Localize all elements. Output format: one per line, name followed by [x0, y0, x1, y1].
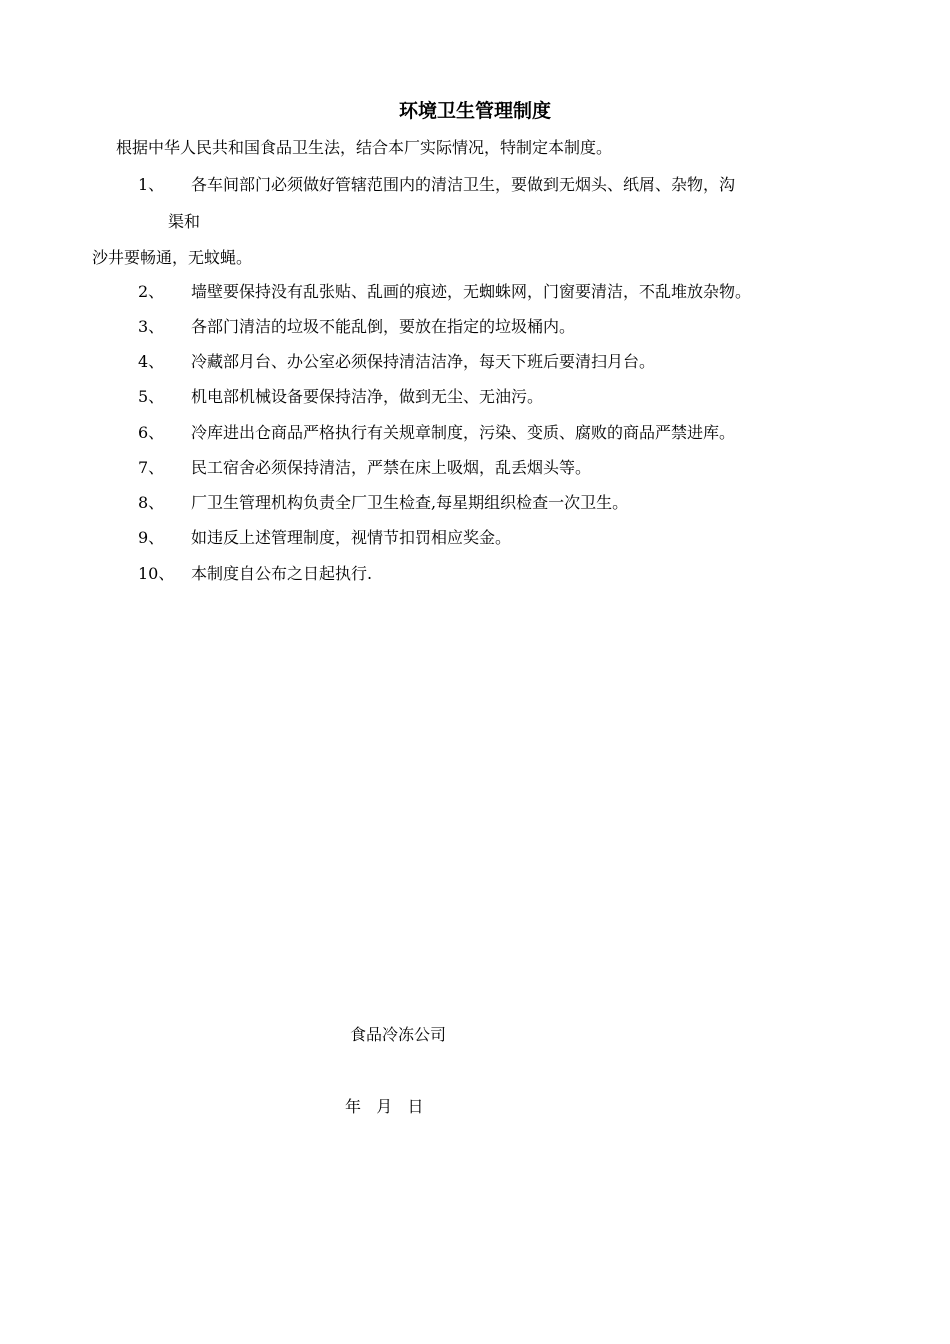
list-item-text-continuation: 沙井要畅通，无蚊蝇。 [92, 248, 253, 267]
list-item-number: 10、 [138, 564, 175, 583]
list-item-text: 墙壁要保持没有乱张贴、乱画的痕迹，无蜘蛛网，门窗要清洁，不乱堆放杂物。 [191, 282, 752, 301]
list-item-text: 冷藏部月台、办公室必须保持清洁洁净，每天下班后要清扫月台。 [191, 352, 656, 371]
list-item-number: 2、 [138, 282, 165, 301]
footer-company-name: 食品冷冻公司 [350, 1025, 447, 1044]
list-item-number: 4、 [138, 352, 165, 371]
list-item-text: 本制度自公布之日起执行. [191, 564, 373, 583]
list-item-text: 如违反上述管理制度，视情节扣罚相应奖金。 [191, 528, 512, 547]
list-item-text-continuation: 渠和 [168, 212, 201, 231]
list-item-number: 3、 [138, 317, 165, 336]
list-item-text: 厂卫生管理机构负责全厂卫生检查,每星期组织检查一次卫生。 [191, 493, 629, 512]
list-item-text: 冷库进出仓商品严格执行有关规章制度，污染、变质、腐败的商品严禁进库。 [191, 423, 736, 442]
document-title: 环境卫生管理制度 [398, 100, 551, 122]
list-item-number: 1、 [138, 175, 165, 194]
footer-date-line: 年 月 日 [345, 1097, 424, 1116]
list-item-text: 各部门清洁的垃圾不能乱倒，要放在指定的垃圾桶内。 [191, 317, 576, 336]
list-item-number: 6、 [138, 423, 165, 442]
list-item-text: 各车间部门必须做好管辖范围内的清洁卫生，要做到无烟头、纸屑、杂物，沟 [191, 175, 736, 194]
list-item-text: 机电部机械设备要保持洁净，做到无尘、无油污。 [191, 387, 544, 406]
list-item-number: 9、 [138, 528, 165, 547]
list-item-number: 7、 [138, 458, 165, 477]
intro-paragraph: 根据中华人民共和国食品卫生法，结合本厂实际情况，特制定本制度。 [116, 138, 613, 157]
list-item-text: 民工宿舍必须保持清洁，严禁在床上吸烟，乱丢烟头等。 [191, 458, 592, 477]
list-item-number: 8、 [138, 493, 165, 512]
list-item-number: 5、 [138, 387, 165, 406]
